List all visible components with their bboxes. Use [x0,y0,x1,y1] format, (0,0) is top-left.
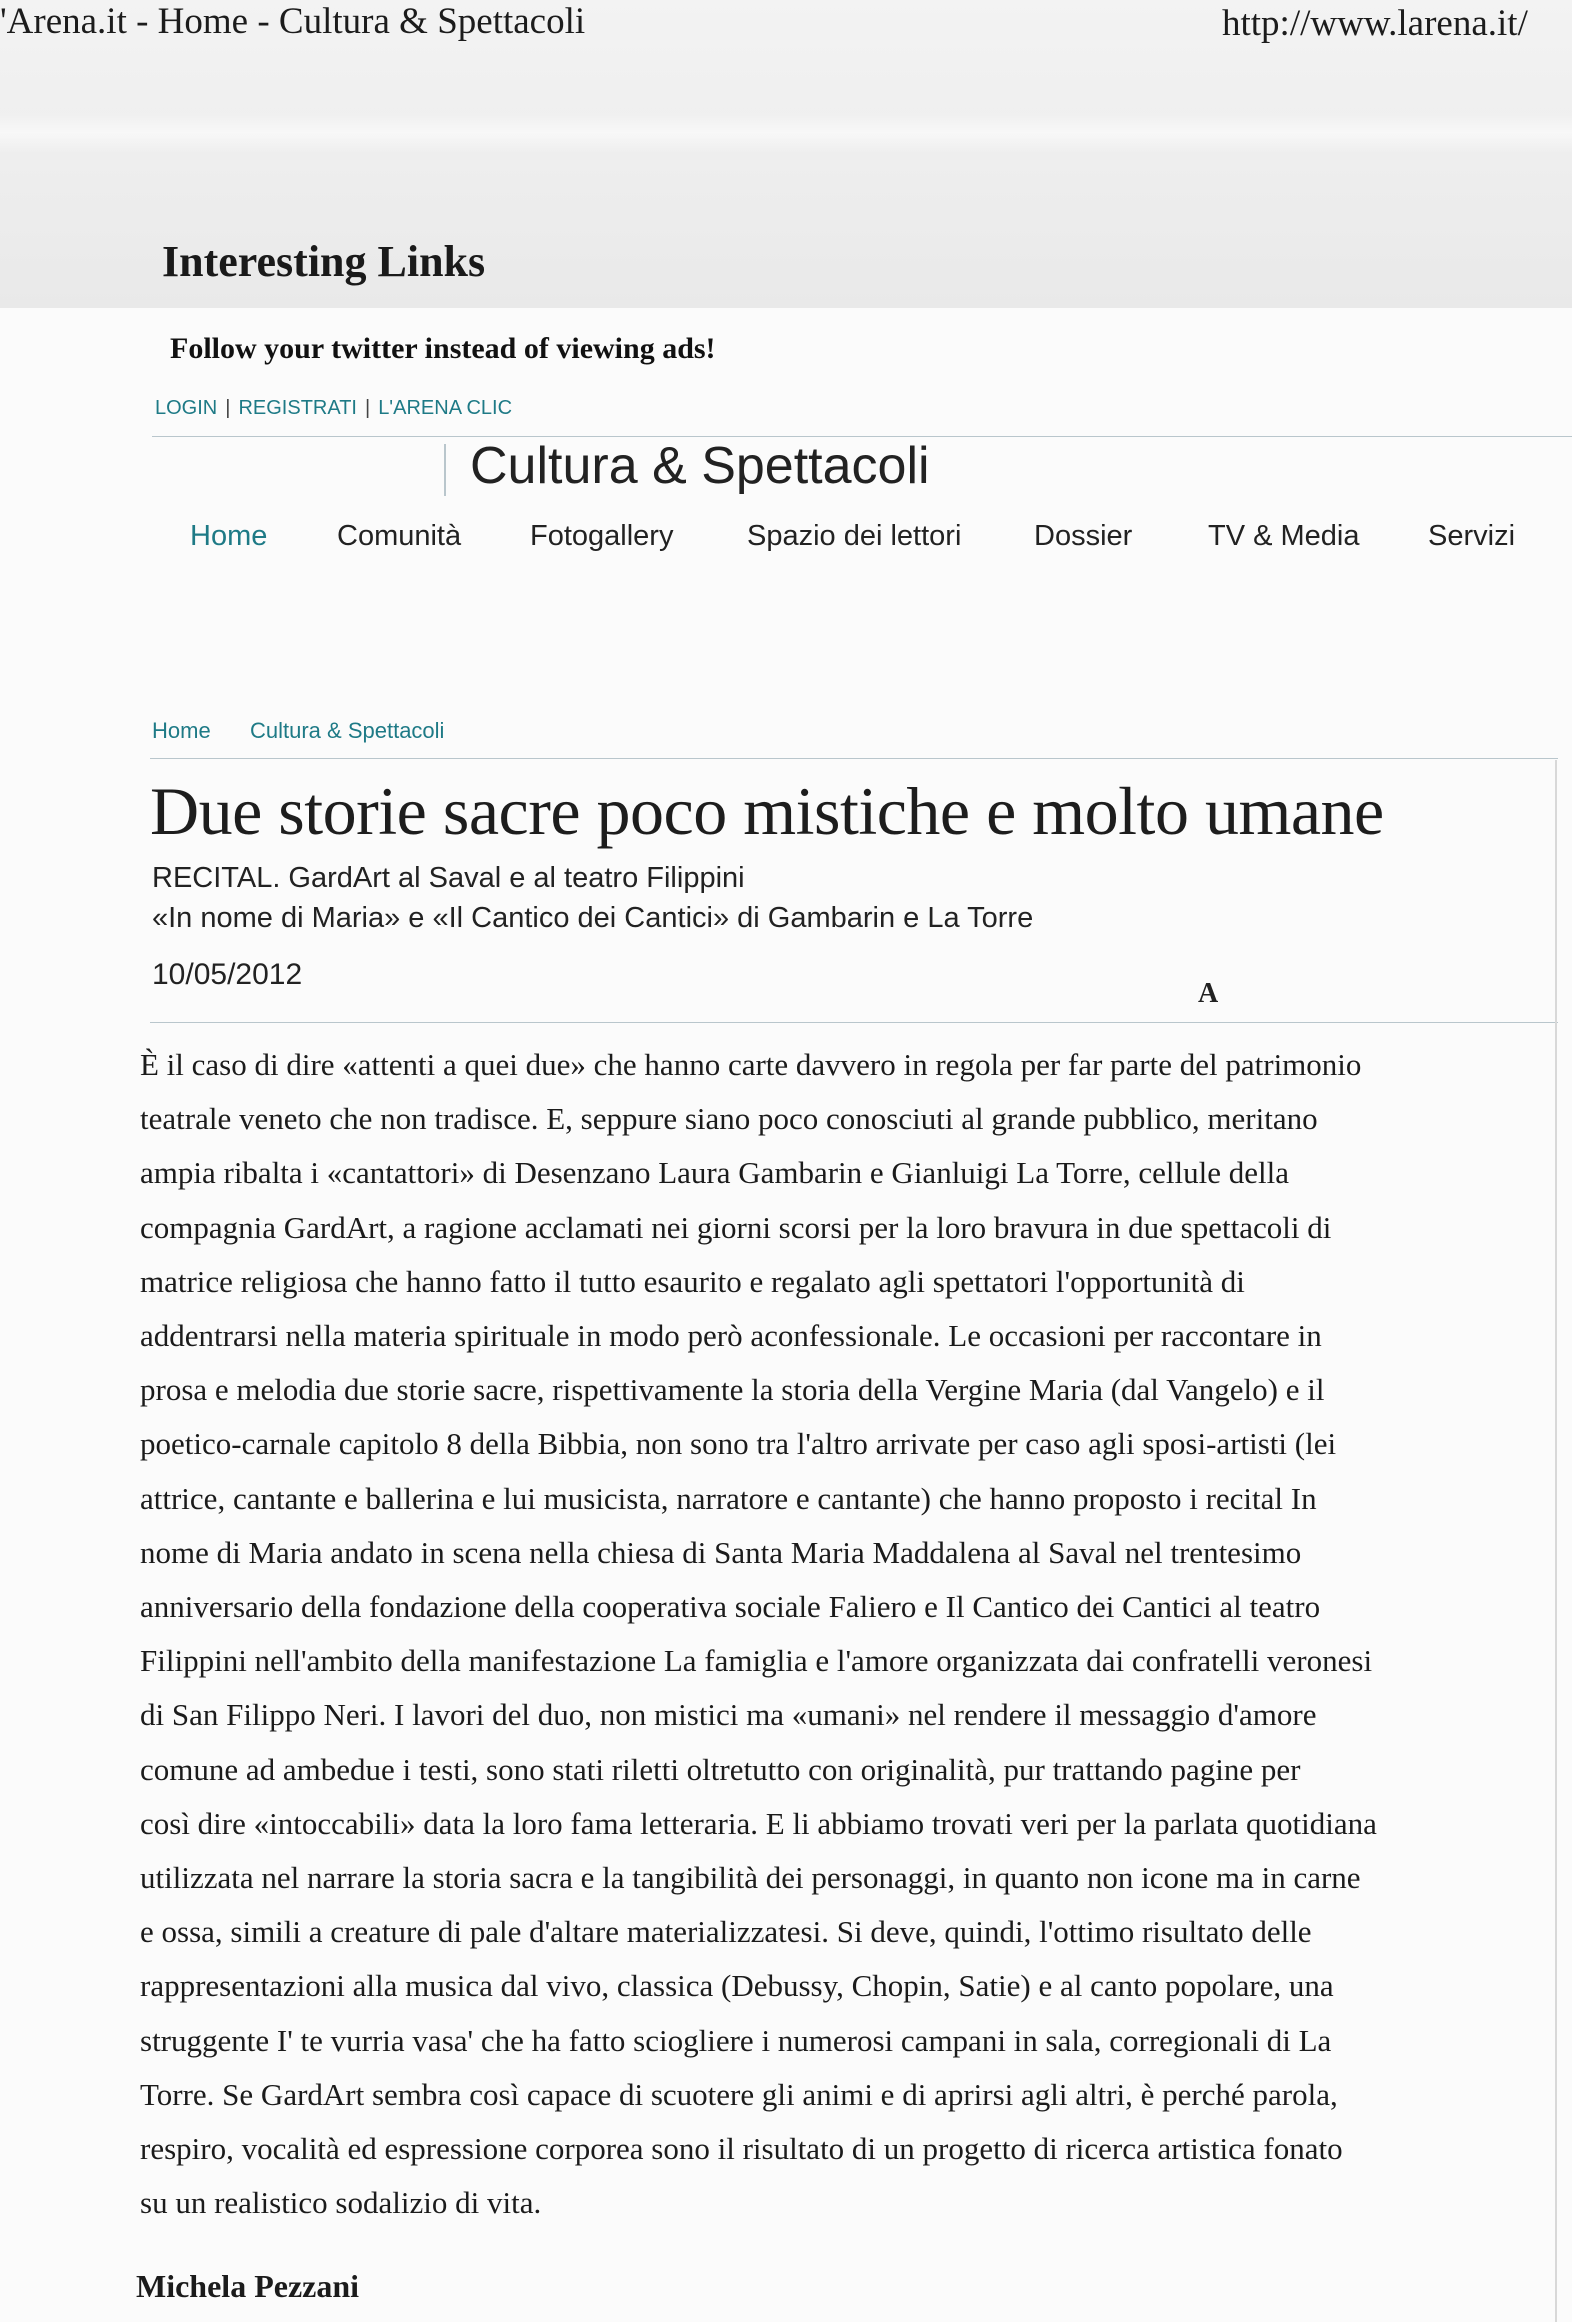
interesting-links-heading: Interesting Links [162,237,486,286]
article-body [140,1038,1520,2230]
article-subtitle: «In nome di Maria» e «Il Cantico dei Cantici» di Gambarin e La Torre [152,902,1034,934]
article-line: comune ad ambedue i testi, sono stati riletti oltretutto con originalità, pur trattando pagine per [140,1751,1301,1787]
nav-tv-media[interactable]: TV & Media [1208,520,1360,552]
article-line: prosa e melodia due storie sacre, rispettivamente la storia della Vergine Maria (dal Vangelo) e il [140,1372,1325,1408]
article-line: nome di Maria andato in scena nella chiesa di Santa Maria Maddalena al Saval nel trentesimo [140,1534,1302,1570]
twitter-link[interactable]: Follow your twitter instead of viewing ads! [170,332,716,365]
section-title: Cultura & Spettacoli [470,437,930,495]
font-size-button[interactable]: A [1198,978,1219,1009]
nav-fotogallery[interactable]: Fotogallery [530,520,674,552]
nav-spazio-lettori[interactable]: Spazio dei lettori [747,520,962,552]
page-right-edge [1555,760,1557,2322]
article-kicker: RECITAL. GardArt al Saval e al teatro Filippini [152,862,745,894]
article-line: poetico-carnale capitolo 8 della Bibbia, non sono tra l'altro arrivate per caso agli sposi-artisti (lei [140,1426,1337,1462]
article-author: Michela Pezzani [136,2268,360,2304]
register-link[interactable]: REGISTRATI [238,397,357,419]
article-line: Filippini nell'ambito della manifestazione La famiglia e l'amore organizzata dai confratelli veronesi [140,1643,1373,1679]
print-page-title: 'Arena.it - Home - Cultura & Spettacoli [0,1,586,42]
article-headline: Due storie sacre poco mistiche e molto umane [150,773,1384,849]
article-line: attrice, cantante e ballerina e lui musicista, narratore e cantante) che hanno proposto i recital In [140,1480,1317,1516]
article-line: su un realistico sodalizio di vita. [140,2185,542,2221]
breadcrumb-section[interactable]: Cultura & Spettacoli [250,718,445,743]
login-link[interactable]: LOGIN [155,397,218,419]
article-line: addentrarsi nella materia spirituale in modo però aconfessionale. Le occasioni per raccontare in [140,1318,1322,1354]
breadcrumb-home[interactable]: Home [152,718,211,743]
article-line: di San Filippo Neri. I lavori del duo, non mistici ma «umani» nel rendere il messaggio d'amore [140,1697,1317,1733]
article-line: matrice religiosa che hanno fatto il tutto esaurito e regalato agli spettatori l'opportunità di [140,1263,1245,1299]
article-line: È il caso di dire «attenti a quei due» che hanno carte davvero in regola per far parte del patrimonio [140,1047,1362,1082]
article-date: 10/05/2012 [152,958,303,991]
article-line: utilizzata nel narrare la storia sacra e la tangibilità dei personaggi, in quanto non icone ma in carne [140,1860,1361,1896]
article-line: rappresentazioni alla musica dal vivo, classica (Debussy, Chopin, Satie) e al canto popolare, una [140,1968,1334,2004]
utility-nav [155,397,520,420]
article-line: struggente I' te vurria vasa' che ha fatto sciogliere i numerosi campani in sala, corregionali di La [140,2022,1332,2058]
article-line: ampia ribalta i «cantattori» di Desenzano Laura Gambarin e Gianluigi La Torre, cellule della [140,1155,1289,1191]
article-line: così dire «intoccabili» data la loro fama letteraria. E li abbiamo trovati veri per la parlata quotidiana [140,1805,1377,1841]
nav-servizi[interactable]: Servizi [1428,520,1516,552]
arena-clic-link[interactable]: L'ARENA CLIC [378,397,513,419]
section-title-bar [444,444,446,496]
utility-separator: | [225,397,231,419]
nav-dossier[interactable]: Dossier [1034,520,1133,552]
article-line: teatrale veneto che non tradisce. E, seppure siano poco conosciuti al grande pubblico, meritano [140,1101,1318,1137]
article-divider [150,1022,1558,1023]
article-line: Torre. Se GardArt sembra così capace di scuotere gli animi e di aprirsi agli altri, è perché parola, [140,2076,1338,2112]
article-line: e ossa, simili a creature di pale d'altare materializzatesi. Si deve, quindi, l'ottimo risultato delle [140,1914,1312,1950]
utility-separator: | [364,397,371,419]
article-line: compagnia GardArt, a ragione acclamati nei giorni scorsi per la loro bravura in due spettacoli di [140,1209,1332,1245]
article-line: anniversario della fondazione della cooperativa sociale Faliero e Il Cantico dei Cantici al teatro [140,1589,1321,1625]
breadcrumb-divider [150,758,1558,759]
print-page-url: http://www.larena.it/ [1222,3,1528,44]
article-line: respiro, vocalità ed espressione corporea sono il risultato di un progetto di ricerca artistica fonato [140,2131,1343,2167]
nav-home[interactable]: Home [190,520,268,552]
nav-comunita[interactable]: Comunità [337,520,462,552]
